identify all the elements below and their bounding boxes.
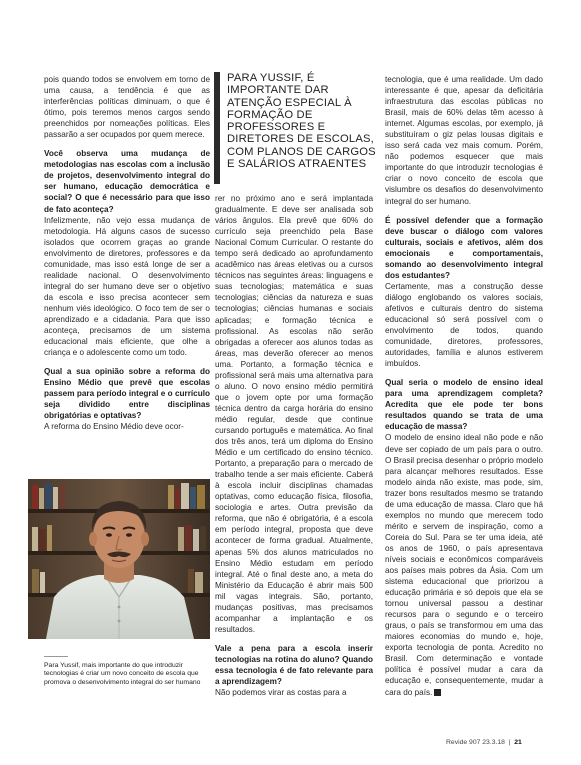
caption-rule bbox=[44, 656, 68, 657]
page-footer: Revide 907 23.3.18 | 21 bbox=[446, 739, 522, 746]
interview-answer: A reforma do Ensino Médio deve ocor- bbox=[44, 422, 184, 432]
interview-question: Qual a sua opinião sobre a reforma do Ensino Médio que prevê que escolas passem para período integral e o currículo seja dividido entre disciplinas obrigatórias e optativas? bbox=[44, 367, 210, 421]
paragraph: tecnologia, que é uma realidade. Um dado interessante é que, apesar da deficitária infraestrutura das escolas públicas no Brasil, mais de 60% delas têm acesso à internet. Algumas escolas, por exemplo, já substituíram o giz pelas lousas digitais e isso será cada vez mais comum. Porém, não podemos esquecer que mais importante do que introduzir tecnologias é criar o novo conceito de escola que vislumbre os desafios do desenvolvimento integral do ser humano. bbox=[385, 75, 543, 206]
portrait-illustration bbox=[28, 479, 210, 639]
magazine-issue: Revide 907 23.3.18 bbox=[446, 739, 505, 746]
paragraph: pois quando todos se envolvem em torno de uma causa, a tendência é que as interferências políticas diminuam, o que é ótimo, pois teremos menos cargos sendo preenchidos por nomeações políticas. Eles passarão a ser ocupados por quem merece. bbox=[44, 75, 210, 140]
interview-question: Você observa uma mudança de metodologias nas escolas com a inclusão de projetos, desenvolvimento integral do ser humano, educação democrática e social? O que é necessário para que isso de fato aconteça? bbox=[44, 149, 210, 214]
interview-answer: Infelizmente, não vejo essa mudança de metodologia. Há alguns casos de sucesso isolados que ocorrem graças ao grande envolvimento de diretores, professores e da comunidade, mas isso está longe de ser a realidade nacional. O desenvolvimento integral do ser humano deve ser o objetivo da escola e isso precisa acontecer sem nenhum viés ideológico. O foco tem de ser o aprendizado e a cidadania. Para que isso aconteça, precisamos de um sistema educacional mais eficiente, que olhe a criança e o adolescente como um todo. bbox=[44, 215, 210, 358]
pull-quote-bar bbox=[214, 72, 220, 184]
pull-quote-text: PARA YUSSIF, É IMPORTANTE DAR ATENÇÃO ESPECIAL À FORMAÇÃO DE PROFESSORES E DIRETORES DE ESCOLAS, COM PLANOS DE CARGOS E SALÁRIOS ATRAENTES bbox=[227, 72, 376, 171]
interview-answer: Certamente, mas a construção desse diálogo englobando os valores sociais, afetivos e culturais dentro do sistema educacional só será possível com o envolvimento de todos, quando comunidade, diretores, professores, autoridades, família e alunos estiverem imbuídos. bbox=[385, 281, 543, 369]
page-number: 21 bbox=[514, 739, 522, 746]
interviewee-photo bbox=[28, 479, 210, 639]
end-of-article-mark bbox=[434, 689, 441, 696]
article-column-2 bbox=[215, 193, 373, 698]
interview-question: Qual seria o modelo de ensino ideal para uma aprendizagem completa? Acredita que ele pode ter bons resultados quando se trata de uma educação de massa? bbox=[385, 378, 543, 432]
paragraph: rer no próximo ano e será implantada gradualmente. E deve ser analisada sob vários ângulos. Ela prevê que 60% do currículo seja preenchido pela Base Nacional Comum Curricular. O restante do tempo será dedicado ao aprofundamento acadêmico nas áreas eletivas ou a cursos técnicos nas seguintes áreas: linguagens e suas tecnologias; matemática e suas tecnologias; ciências da natureza e suas tecnologias; ciências humanas e sociais aplicadas; e formação técnica e profissional. As escolas não serão obrigadas a oferecer aos alunos todas as áreas, mas deverão oferecer ao menos uma. Portanto, a formação técnica e profissional será mais uma alternativa para o aluno. O novo ensino médio permitirá que o jovem opte por uma formação técnica dentro da carga horária do ensino médio regular, desde que continue cursando português e matemática. Ao final dos três anos, terá um diploma do Ensino Médio e um certificado do ensino técnico. Portanto, a preparação para o mercado de trabalho tende a ser mais eficiente. Caberá à escola incluir disciplinas chamadas optativas, como educação física, filosofia, sociologia e artes. Outra previsão da reforma, que não é obrigatória, é a escola em período integral, proposta que deve acontecer de forma gradual. Atualmente, apenas 5% dos alunos matriculados no Ensino Médio estudam em período integral. Até o final deste ano, a meta do Ministério da Educação é abrir mais 500 mil vagas integrais. São, portanto, mudanças positivas, mas precisamos acompanhar a implantação e os resultados. bbox=[215, 194, 373, 634]
interview-question: Vale a pena para a escola inserir tecnologias na rotina do aluno? Quando essa tecnologia é de fato relevante para a aprendizagem? bbox=[215, 643, 373, 687]
answer-text: O modelo de ensino ideal não pode e não deve ser copiado de um país para o outro. O Brasil precisa desenhar o próprio modelo para alcançar melhores resultados. Esse modelo ainda não existe, mas pode, sim, trazer bons resultados mesmo se tratando de uma educação de massa. Claro que há exemplos no mundo que merecem todo mérito e servem de inspiração, como a Coreia do Sul. Para se ter uma ideia, até os anos de 1960, o país apresentava níveis sociais e econômicos comparáveis aos países mais pobres da Ásia. Com um sistema educacional que priorizou a educação primária e só depois que ela se tornou universal passou a destinar recursos para o segundo e o terceiro graus, o país se transformou em uma das maiores economias do mundo e, hoje, exporta tecnologia de ponta. Acredito no Brasil. Com determinação e vontade política é possível mudar a cara da educação e, consequentemente, mudar a cara do país. bbox=[385, 433, 543, 697]
interview-question: É possível defender que a formação deve buscar o diálogo com valores culturais, sociais e afetivos, além dos emocionais e comportamentais, somando ao desenvolvimento integral dos estudantes? bbox=[385, 215, 543, 280]
article-column-3 bbox=[385, 74, 543, 698]
interview-answer bbox=[385, 432, 543, 697]
photo-caption: Para Yussif, mais importante do que introduzir tecnologias é criar um novo conceito de escola que promova o desenvolvimento integral do ser humano bbox=[44, 662, 201, 686]
interview-answer: Não podemos virar as costas para a bbox=[215, 688, 347, 698]
article-column-1 bbox=[44, 74, 210, 432]
